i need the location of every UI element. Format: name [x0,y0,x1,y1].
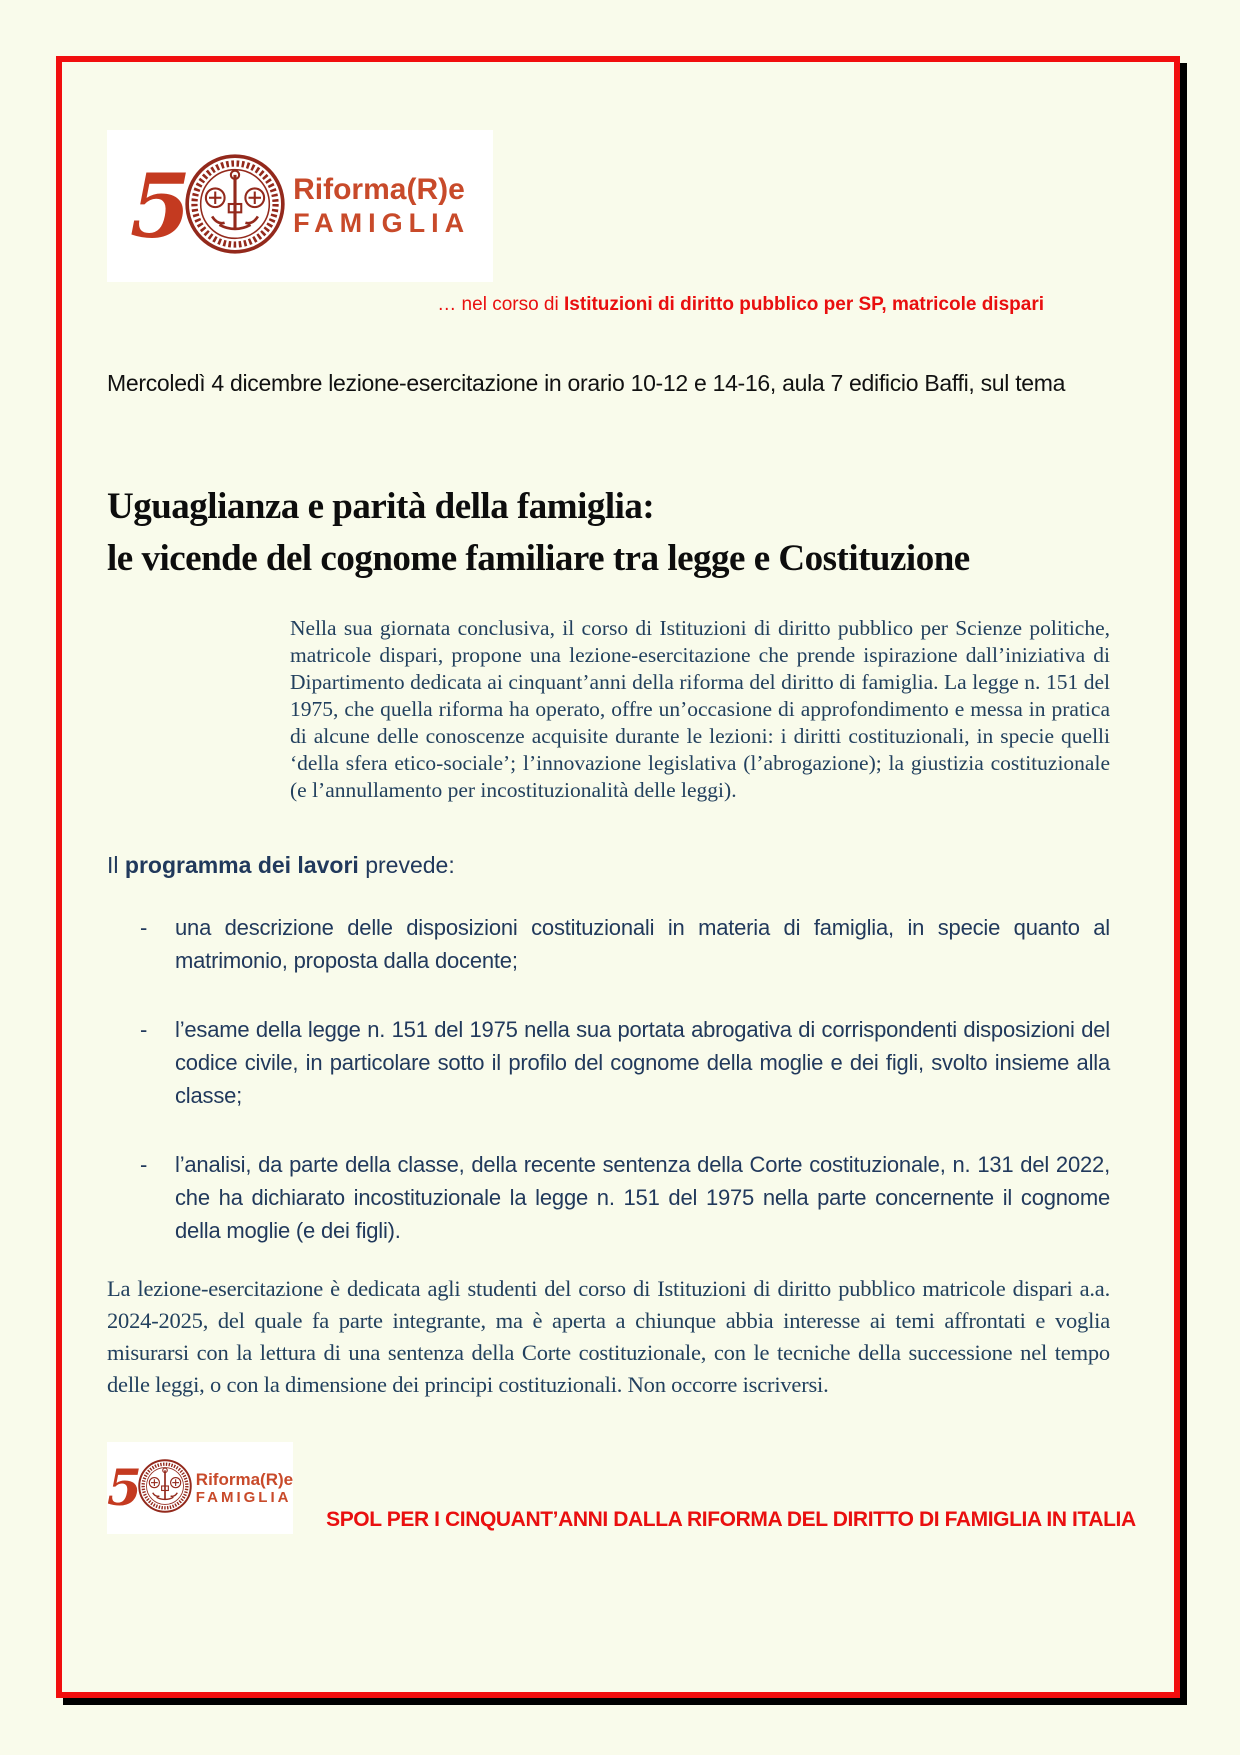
document-title-line2: le vicende del cognome familiare tra legge e Costituzione [107,538,970,579]
bullet-text: l’esame della legge n. 151 del 1975 nella sua portata abrogativa di corrispondenti disposizioni del codice civile, in particolare sotto il profilo del cognome della moglie e dei figli, svolto insieme alla classe; [175,1017,1110,1108]
course-note-prefix: … nel corso di [437,294,565,315]
program-bullet-list [107,911,1110,1247]
logo-wordmark-line1: Riforma(R)e [195,1469,294,1489]
abstract-paragraph: Nella sua giornata conclusiva, il corso di Istituzioni di diritto pubblico per Scienze politiche, matricole dispari, propone una lezione-esercitazione che prende ispirazione dall’iniziativa di Dipartimento dedicata ai cinquant’anni della riforma del diritto di famiglia. La legge n. 151 del 1975, che quella riforma ha operato, offre un’occasione di approfondimento e messa in pratica di alcune delle conoscenze acquisite durante le lezioni: i diritti costituzionali, in specie quelli ‘della sfera etico-sociale’; l’innovazione legislativa (l’abrogazione); la giustizia costituzionale (e l’annullamento per incostituzionalità delle leggi). [290,616,1110,802]
logo-wordmark [196,1470,293,1507]
bullet-dash: - [140,1017,148,1042]
course-note-bold: Istituzioni di diritto pubblico per SP, matricole dispari [564,294,1044,315]
footer [107,1442,1136,1534]
red-frame-border [56,56,1180,1698]
program-label-prefix: Il [107,852,125,878]
logo-number-50: 5 [107,1458,142,1517]
program-label [107,852,1110,879]
logo-wordmark-line2: FAMIGLIA [195,1489,292,1507]
list-item [107,911,1110,977]
logo-wordmark-line1: Riforma(R)e [293,173,465,207]
university-seal-icon [183,152,287,261]
university-seal-icon [137,1458,193,1519]
footer-tagline: SPOL PER I CINQUANT’ANNI DALLA RIFORMA DEL DIRITTO DI FAMIGLIA IN ITALIA [326,1508,1136,1531]
program-label-bold: programma dei lavori [124,852,359,878]
document-title-line1: Uguaglianza e parità della famiglia: [107,486,655,527]
riformare-famiglia-logo [107,130,493,282]
list-item [107,1013,1110,1112]
bullet-dash: - [140,915,148,940]
document-title [107,481,1110,585]
logo-wordmark-line2: FAMIGLIA [293,207,471,238]
riformare-famiglia-logo-small [107,1442,293,1534]
program-label-suffix: prevede: [358,852,455,878]
date-line: Mercoledì 4 dicembre lezione-esercitazione in orario 10-12 e 14-16, aula 7 edificio Baffi, sul tema [107,370,1066,396]
closing-paragraph: La lezione-esercitazione è dedicata agli studenti del corso di Istituzioni di diritto pubblico matricole dispari a.a. 2024-2025, del quale fa parte integrante, ma è aperta a chiunque abbia interesse ai temi affrontati e voglia misurarsi con la lettura di una sentenza della Corte costituzionale, con le tecniche della successione nel tempo delle leggi, o con la dimensione dei principi costituzionali. Non occorre iscriversi. [107,1276,1110,1397]
list-item [107,1148,1110,1247]
logo-wordmark [293,173,470,239]
bullet-text: l’analisi, da parte della classe, della recente sentenza della Corte costituzionale, n. 131 del 2022, che ha dichiarato incostituzionale la legge n. 151 del 1975 nella parte concernente il cognome della moglie (e dei figli). [175,1152,1110,1243]
logo-number-50: 5 [129,154,192,258]
course-note [107,294,1044,318]
bullet-dash: - [140,1152,148,1177]
bullet-text: una descrizione delle disposizioni costituzionali in materia di famiglia, in specie quanto al matrimonio, proposta dalla docente; [175,915,1110,973]
